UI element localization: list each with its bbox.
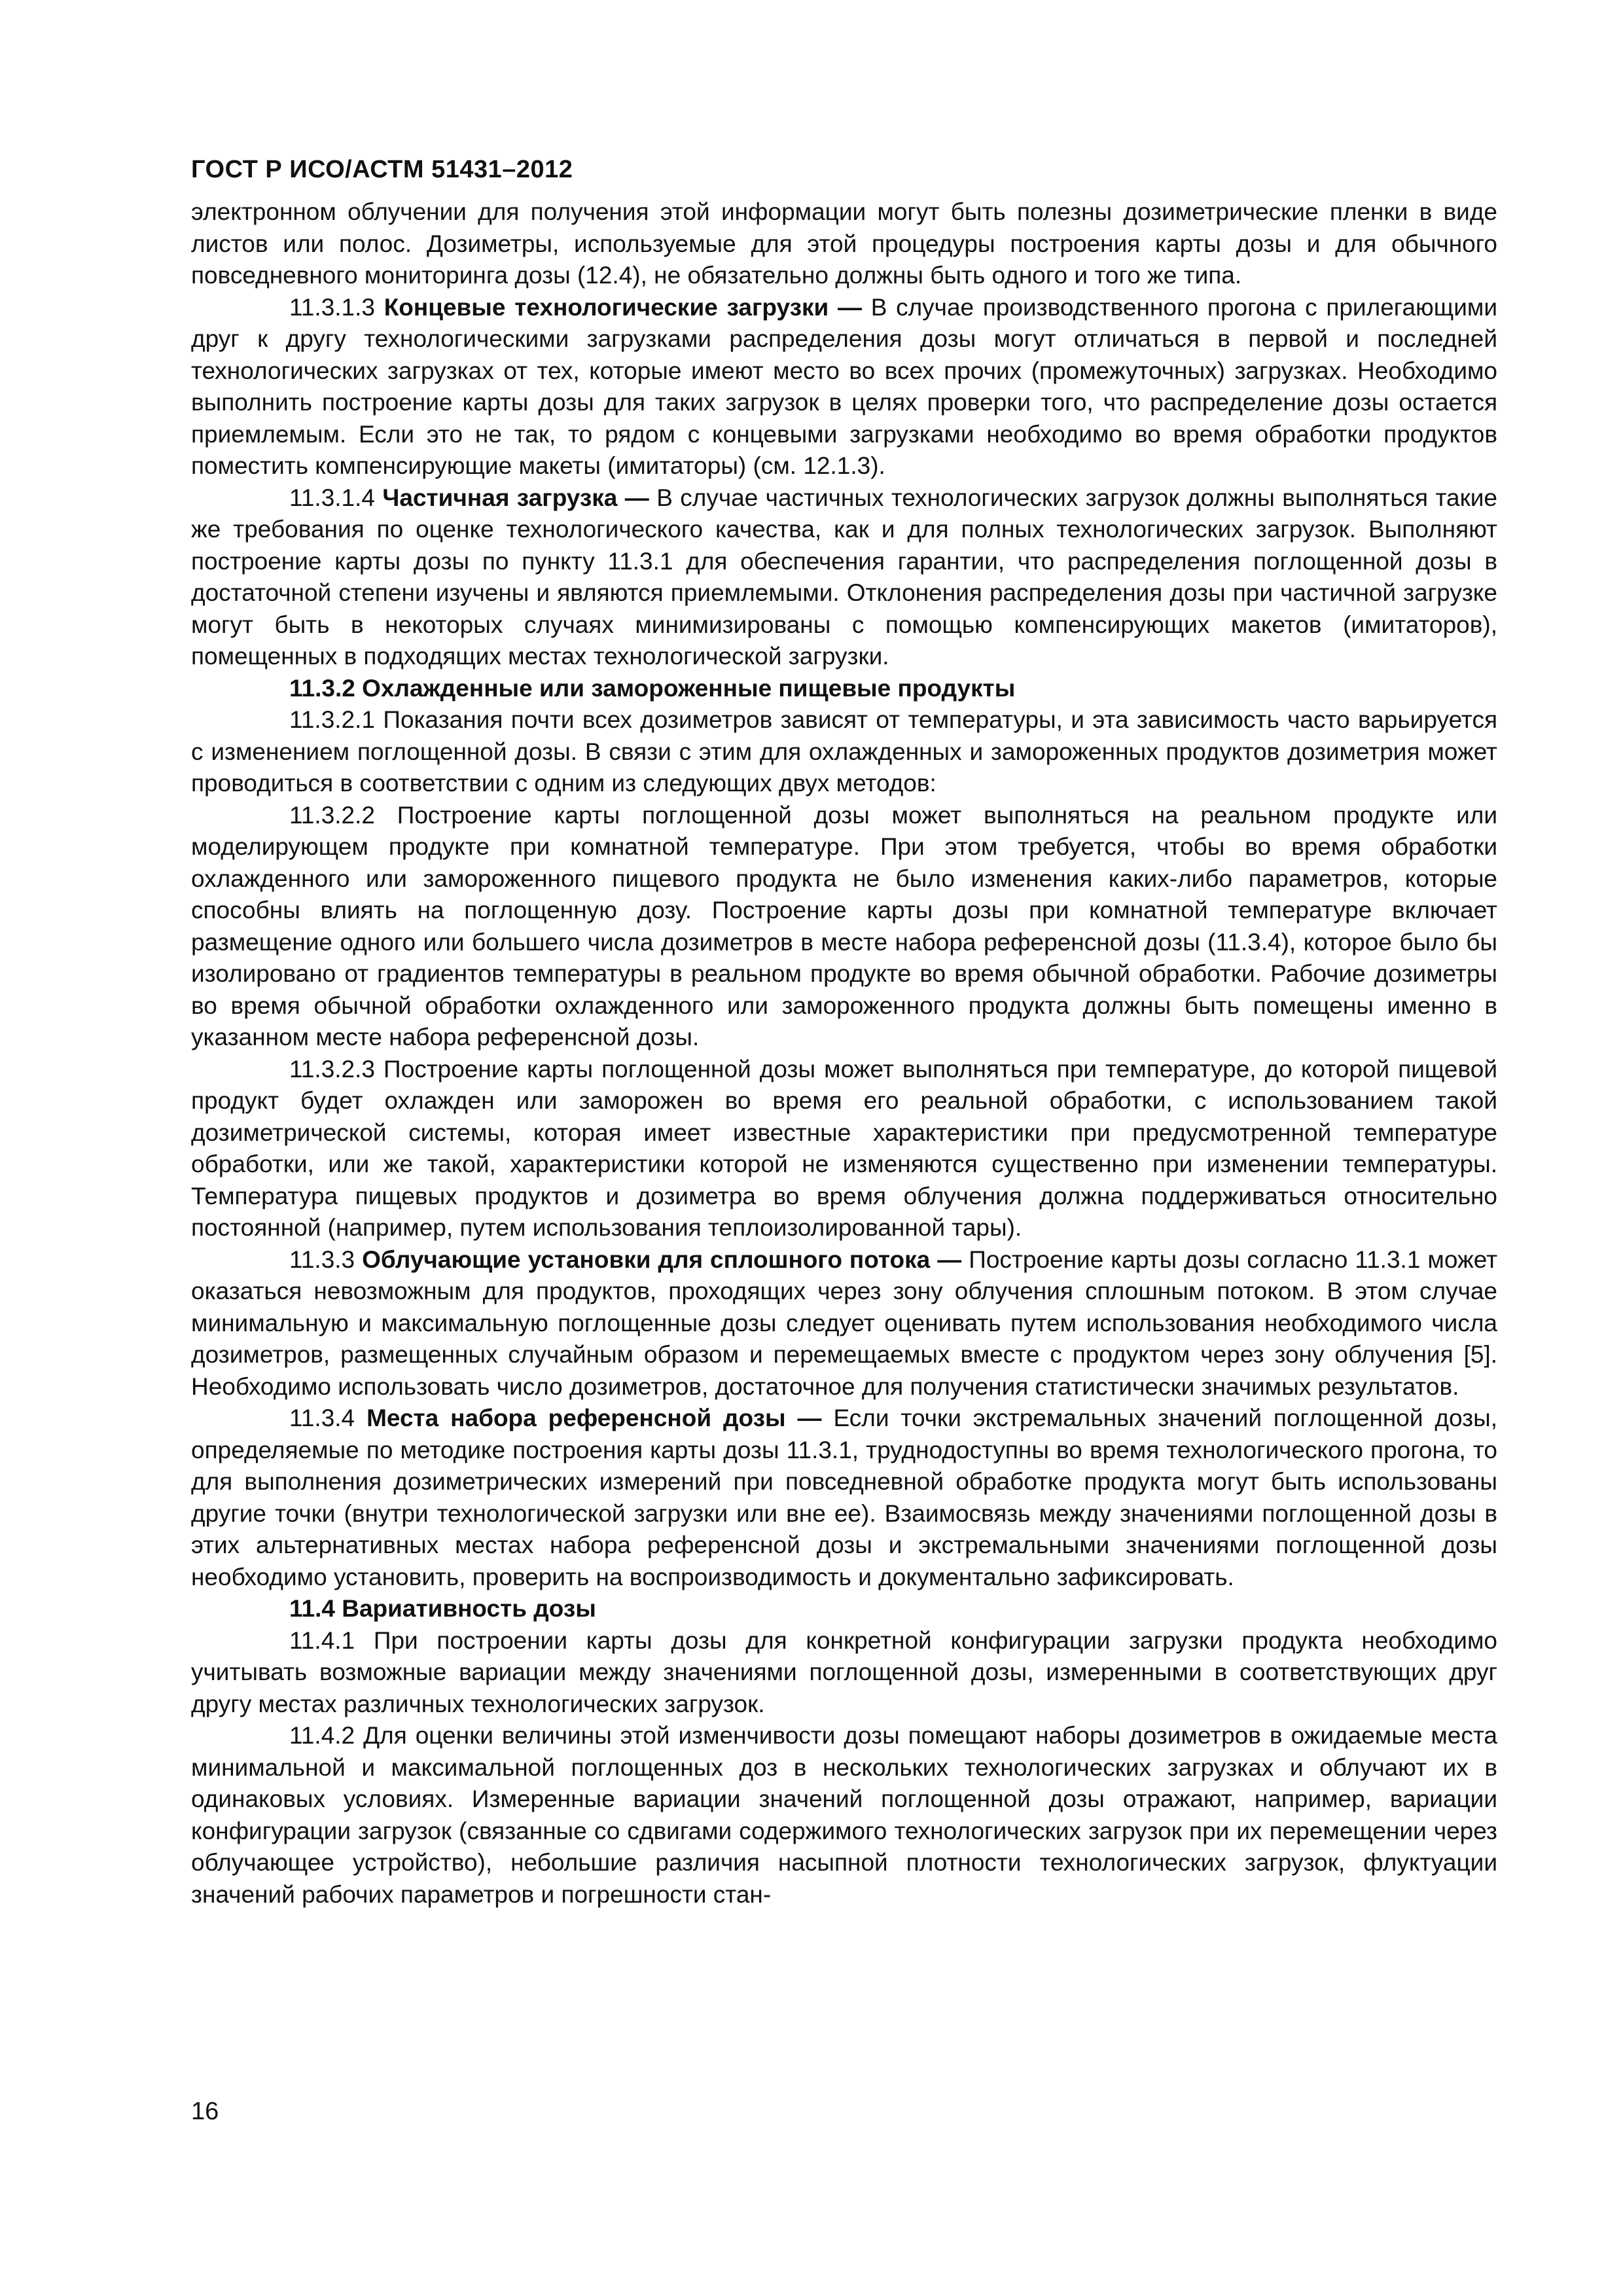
section-heading-11-3-2: 11.3.2 Охлажденные или замороженные пищевые продукты [289, 674, 1016, 702]
page-number: 16 [191, 2098, 219, 2125]
paragraph-11-3-4: 11.3.4 Места набора референсной дозы — Если точки экстремальных значений поглощенной дозы, определяемые по методике построения карты дозы 11.3.1, труднодоступны во время технологического прогона, то для выполнения дозиметрических измерений при повседневной обработке продукта могут быть использованы другие точки (внутри технологической загрузки или вне ее). Взаимосвязь между значениями поглощенной дозы в этих альтернативных местах набора референсной дозы и экстремальными значениями поглощенной дозы необходимо установить, проверить на воспроизводимость и документально зафиксировать. [191, 1405, 1498, 1590]
paragraph-title: Частичная загрузка — [382, 484, 649, 511]
paragraph-title: Облучающие установки для сплошного потока — [362, 1246, 962, 1273]
paragraph-11-3-3: 11.3.3 Облучающие установки для сплошного потока — Построение карты дозы согласно 11.3.1 может оказаться невозможным для продуктов, проходящих через зону облучения сплошным потоком. В этом случае минимальную и максимальную поглощенные дозы следует оценивать путем использования необходимого числа дозиметров, размещенных случайным образом и перемещаемых вместе с продуктом через зону облучения [5]. Необходимо использовать число дозиметров, достаточное для получения статистически значимых результатов. [191, 1246, 1498, 1400]
paragraph-11-4-1: 11.4.1 При построении карты дозы для конкретной конфигурации загрузки продукта необходимо учитывать возможные вариации между значениями поглощенной дозы, измеренными в соответствующих друг другу местах различных технологических загрузок. [191, 1626, 1497, 1717]
paragraph-11-3-1-4: 11.3.1.4 Частичная загрузка — В случае частичных технологических загрузок должны выполняться такие же требования по оценке технологического качества, как и для полных технологических загрузок. Выполняют построение карты дозы по пункту 11.3.1 для обеспечения гарантии, что распределения поглощенной дозы в достаточной степени изучены и являются приемлемыми. Отклонения распределения дозы при частичной загрузке могут быть в некоторых случаях минимизированы с помощью компенсирующих макетов (имитаторов), помещенных в подходящих местах технологической загрузки. [191, 484, 1498, 670]
document-header: ГОСТ Р ИСО/АСТМ 51431–2012 [191, 156, 573, 183]
paragraph-11-3-2-3: 11.3.2.3 Построение карты поглощенной дозы может выполняться при температуре, до которой пищевой продукт будет охлажден или заморожен во время его реальной обработки, с использованием такой дозиметрической системы, которая имеет известные характеристики при предусмотренной температуре обработки, или же такой, характеристики которой не изменяются существенно при изменении температуры. Температура пищевых продуктов и дозиметра во время облучения должна поддерживаться относительно постоянной (например, путем использования теплоизолированной тары). [191, 1055, 1497, 1241]
paragraph-11-3-2-1: 11.3.2.1 Показания почти всех дозиметров зависят от температуры, и эта зависимость часто варьируется с изменением поглощенной дозы. В связи с этим для охлажденных и замороженных продуктов дозиметрия может проводиться в соответствии с одним из следующих двух методов: [191, 706, 1497, 797]
paragraph: электронном облучении для получения этой информации могут быть полезны дозиметрические пленки в виде листов или полос. Дозиметры, используемые для этой процедуры построения карты дозы и для обычного повседневного мониторинга дозы (12.4), не обязательно должны быть одного и того же типа. [191, 198, 1497, 289]
document-body [191, 196, 1497, 1910]
paragraph-11-3-1-3: 11.3.1.3 Концевые технологические загрузки — В случае производственного прогона с прилегающими друг к другу технологическими загрузками распределения дозы могут отличаться в первой и последней технологических загрузках от тех, которые имеют место во всех прочих (промежуточных) загрузках. Необходимо выполнить построение карты дозы для таких загрузок в целях проверки того, что распределение дозы остается приемлемым. Если это не так, то рядом с концевыми загрузками необходимо во время обработки продуктов поместить компенсирующие макеты (имитаторы) (см. 12.1.3). [191, 293, 1497, 479]
paragraph-title: Места набора референсной дозы — [366, 1405, 822, 1431]
paragraph-title: Концевые технологические загрузки — [383, 293, 862, 321]
paragraph-11-4-2: 11.4.2 Для оценки величины этой изменчивости дозы помещают наборы дозиметров в ожидаемые места минимальной и максимальной поглощенных доз в нескольких технологических загрузках и облучают их в одинаковых условиях. Измеренные вариации значений поглощенной дозы отражают, например, вариации конфигурации загрузок (связанные со сдвигами содержимого технологических загрузок при их перемещении через облучающее устройство), небольшие различия насыпной плотности технологических загрузок, флуктуации значений рабочих параметров и погрешности стан- [191, 1722, 1497, 1908]
section-heading-11-4: 11.4 Вариативность дозы [289, 1595, 596, 1622]
paragraph-11-3-2-2: 11.3.2.2 Построение карты поглощенной дозы может выполняться на реальном продукте или моделирующем продукте при комнатной температуре. При этом требуется, чтобы во время обработки охлажденного или замороженного пищевого продукта не было изменения каких-либо параметров, которые способны влиять на поглощенную дозу. Построение карты дозы при комнатной температуре включает размещение одного или большего числа дозиметров в месте набора референсной дозы (11.3.4), которое было бы изолировано от градиентов температуры в реальном продукте во время обычной обработки. Рабочие дозиметры во время обычной обработки охлажденного или замороженного продукта должны быть помещены именно в указанном месте набора референсной дозы. [191, 801, 1497, 1050]
